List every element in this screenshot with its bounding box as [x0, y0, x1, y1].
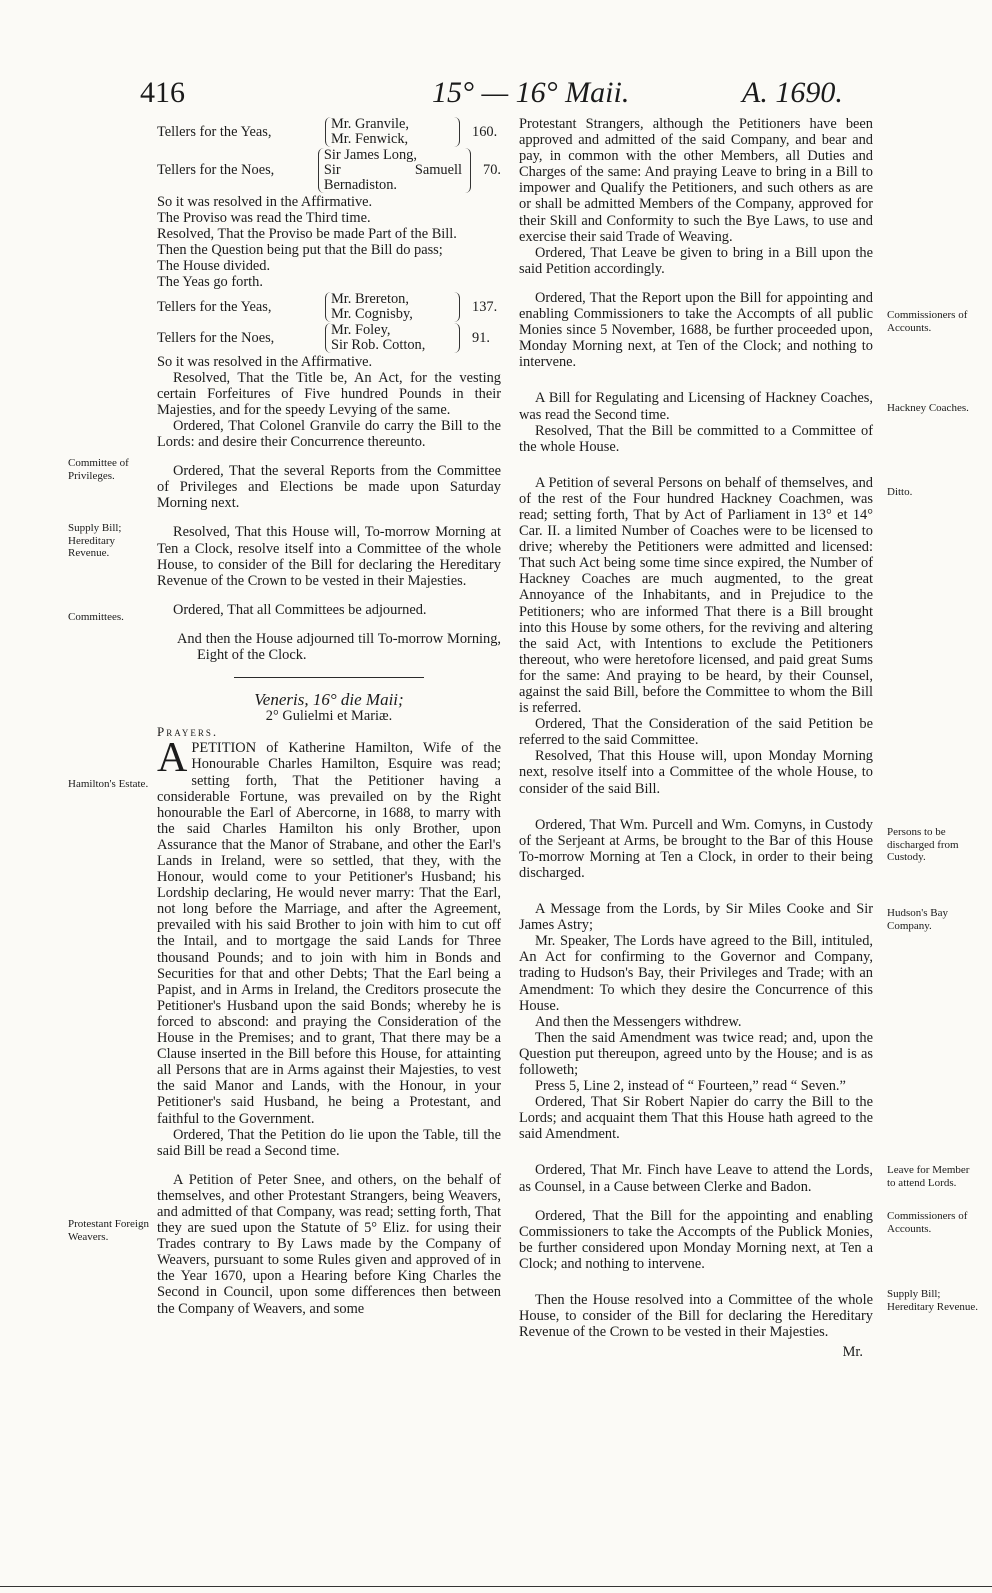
prayers-heading: Prayers. [157, 724, 219, 740]
lords-message: A Message from the Lords, by Sir Miles Cooke and Sir James Astry; [519, 901, 873, 934]
tellers-label: Tellers for the Yeas, [157, 123, 272, 140]
margin-note-hamiltons-estate: Hamilton's Estate. [68, 778, 149, 790]
committees-adjourned: Ordered, That all Committees be adjourned. [173, 601, 427, 618]
section-rule [234, 677, 424, 678]
coachmen-order: Ordered, That the Consideration of the said Petition be referred to the said Committee. [519, 716, 873, 749]
tellers-noes-2 [157, 323, 501, 353]
tellers-yeas-1 [157, 117, 501, 147]
tellers-label: Tellers for the Noes, [157, 329, 275, 346]
page-year: A. 1690. [742, 76, 843, 109]
teller-name: Sir Samuell Bernadiston. [323, 162, 462, 193]
tellers-count: 91. [472, 329, 490, 346]
tellers-names [325, 323, 460, 353]
left-column [157, 116, 501, 1317]
teller-name: Mr. Granvile, [331, 116, 409, 132]
custody-order: Ordered, That Wm. Purcell and Wm. Comyns, in Custody of the Serjeant at Arms, be brought to the Bar of this House To-morrow Morning at Ten a Clock, in order to their being discharged. [519, 816, 873, 881]
napier-order: Ordered, That Sir Robert Napier do carry the Bill to the Lords; and acquaint them That this House hath agreed to the said Amendment. [519, 1094, 873, 1143]
accompts-report: Ordered, That the Report upon the Bill for appointing and enabling Commissioners to take the Accompts of all public Monies since 5 November, 1688, be further proceeded upon, Monday Morning next, at Ten of the Clock; and nothing to intervene. [519, 289, 873, 371]
accompts-order: Ordered, That the Bill for the appointing and enabling Commissioners to take the Accompts of the Publick Monies, be further considered upon Monday Morning next, at Ten a Clock; and nothing to intervene. [519, 1207, 873, 1272]
margin-note-commissioners-accounts-2: Commissioners of Accounts. [887, 1210, 968, 1235]
resolution-text: So it was resolved in the Affirmative. [157, 353, 373, 370]
page-header [0, 76, 992, 116]
coachmen-resolved: Resolved, That this House will, upon Monday Morning next, resolve itself into a Committee of the whole House, to consider of the said Bill. [519, 748, 873, 797]
press-line: Press 5, Line 2, instead of “ Fourteen,” read “ Seven.” [535, 1078, 846, 1095]
margin-note-committee-privileges: Committee of Privileges. [68, 457, 129, 482]
teller-name: Mr. Fenwick, [331, 131, 409, 147]
tellers-names [325, 292, 460, 322]
right-column [519, 116, 873, 1360]
finch-order: Ordered, That Mr. Finch have Leave to attend the Lords, as Counsel, in a Cause between Clerke and Badon. [519, 1162, 873, 1195]
amendment-read: Then the said Amendment was twice read; and, upon the Question put thereupon, agreed unto by the House; and is as followeth; [519, 1029, 873, 1078]
tellers-count: 137. [472, 298, 498, 315]
catchword: Mr. [842, 1344, 863, 1361]
margin-note-hackney-coaches: Hackney Coaches. [887, 402, 969, 414]
day-heading: Veneris, 16° die Maii; [254, 690, 404, 710]
hackney-bill: A Bill for Regulating and Licensing of Hackney Coaches, was read the Second time. [519, 390, 873, 423]
tellers-label: Tellers for the Noes, [157, 162, 275, 179]
supply-committee: Then the House resolved into a Committee of the whole House, to consider of the Bill for declaring the Hereditary Revenue of the Crown to be vested in their Majesties. [519, 1292, 873, 1341]
snee-petition: A Petition of Peter Snee, and others, on the behalf of themselves, and other Protestant Strangers, being Weavers, and admitted of that Company, was read; setting forth, That they are sued upon the Statute of 5° Eliz. for using their Trades contrary to By Laws made by the Company of Weavers, pursuant to some Rules given and approved of in the Year 1670, upon a Hearing before King Charles the Second in Council, upon some differences then between the Company of Weavers, and some [157, 1171, 501, 1317]
proviso-read: The Proviso was read the Third time. [157, 210, 371, 227]
resolution-text: So it was resolved in the Affirmative. [157, 194, 373, 210]
margin-note-ditto: Ditto. [887, 486, 913, 498]
granvile-carry: Ordered, That Colonel Granvile do carry the Bill to the Lords: and desire their Concurrence thereunto. [157, 417, 501, 451]
regnal-year: 2° Gulielmi et Mariæ. [265, 708, 393, 725]
page-bottom-rule [0, 1586, 992, 1587]
tellers-count: 160. [472, 123, 498, 140]
teller-name: Mr. Foley, [331, 321, 391, 338]
hamilton-petition [157, 735, 501, 1127]
title-resolved: Resolved, That the Title be, An Act, for the vesting certain Forfeitures of Five hundred Pounds in their Majesties, and for the speedy Levying of the same. [157, 369, 501, 418]
margin-note-committees: Committees. [68, 611, 124, 623]
messengers-withdrew: And then the Messengers withdrew. [535, 1013, 742, 1030]
hamilton-petition-text: PETITION of Katherine Hamilton, Wife of the Honourable Charles Hamilton, Esquire was read; setting forth, That the Petitioner having a considerable Fortune, was prevailed on by the Right honourable the Earl of Abercorne, in 1688, to marry with the said Charles Hamilton his only Brother, upon Assurance that the Manor of Strabane, and other the Earl's Lands in Ireland, were so settled, that they, with the Honour, would come to your Petitioner's Husband; his Lordship declaring, He would never marry: That the Earl, not long before the Marriage, and after the Agreement, prevailed with his said Brother to join with him to cut off the Intail, and to mortgage the said Lands for Three thousand Pounds; and to join with him in Bonds and Securities for that and other Debts; That the Earl being a Papist, and in Arms in Ireland, the Creditors prosecute the Petitioner's Husband upon the said Bonds; whereby he is forced to abscond: and praying the Consideration of the House in the Premises; and to grant, That there may be a Clause inserted in the Bill before this House, for attainting all Persons that are in Arms against their Majesties, to vest the said Manor and Lands, with the Honour, in your Petitioner's said Husband, he being a Protestant, and faithful to the Government. [157, 740, 501, 1127]
page-number: 416 [140, 76, 185, 109]
drop-cap: A [157, 735, 188, 782]
teller-name: Mr. Cognisby, [331, 305, 413, 322]
margin-note-leave-member: Leave for Member to attend Lords. [887, 1164, 970, 1189]
tellers-names [325, 117, 460, 147]
snee-continued: Protestant Strangers, although the Petitioners have been approved and admitted of the said Company, and bear and pay, in common with the other Members, all Duties and Charges of the same: And praying Leave to bring in a Bill to impower and Qualify the Petitioners, and such others as are or shall be admitted Members of the Company, approved for their Skill and Conformity to such the Bye Laws, to use and exercise their said Trade of Weaving. [519, 116, 873, 245]
tellers-noes-1 [157, 148, 501, 193]
tellers-names [318, 148, 471, 193]
tellers-label: Tellers for the Yeas, [157, 298, 272, 315]
teller-name: Sir James Long, [323, 147, 417, 163]
yeas-go-forth: The Yeas go forth. [157, 274, 263, 291]
question-put: Then the Question being put that the Bill do pass; [157, 242, 443, 259]
snee-leave: Ordered, That Leave be given to bring in a Bill upon the said Petition accordingly. [519, 244, 873, 277]
supply-resolved: Resolved, That this House will, To-morrow Morning at Ten a Clock, resolve itself into a Committee of the whole House, to consider of the Bill for declaring the Hereditary Revenue of the Crown to be vested in their Majesties. [157, 524, 501, 589]
coachmen-petition: A Petition of several Persons on behalf of themselves, and of the rest of the Four hundred Hackney Coachmen, was read; setting forth, That by Act of Parliament in 13° et 14° Car. II. a limited Number of Coaches were to be licensed to drive; whereby the Petitioners were admitted and licensed: That such Act being some time since expired, the Number of Hackney Coaches are much augmented, to the great Annoyance of the Inhabitants, and in Prejudice to the Petitioners; who are informed That there is a Bill brought into this House by some others, for the reviving and altering the said Act, with Intentions to exclude the Petitioners thereout, who were heretofore licensed, and paid great Sums for the same: And praying to be heard, by their Counsel, against the said Bill, before the Committee to whom the Bill is referred. [519, 474, 873, 717]
hamilton-order: Ordered, That the Petition do lie upon the Table, till the said Bill be read a Second time. [157, 1126, 501, 1159]
teller-name: Mr. Brereton, [331, 290, 409, 307]
margin-note-hudsons-bay: Hudson's Bay Company. [887, 907, 948, 932]
page-date: 15° — 16° Maii. [432, 76, 630, 109]
proviso-resolved: Resolved, That the Proviso be made Part of the Bill. [157, 226, 457, 243]
margin-note-supply-bill: Supply Bill; Hereditary Revenue. [68, 522, 122, 559]
margin-note-commissioners-accounts: Commissioners of Accounts. [887, 309, 968, 334]
house-divided: The House divided. [157, 258, 271, 275]
margin-note-supply-bill-2: Supply Bill; Hereditary Revenue. [887, 1288, 979, 1313]
hackney-committed: Resolved, That the Bill be committed to a Committee of the whole House. [519, 422, 873, 455]
privileges-order: Ordered, That the several Reports from the Committee of Privileges and Elections be made upon Saturday Morning next. [157, 463, 501, 512]
teller-name: Sir Rob. Cotton, [331, 336, 426, 353]
house-adjourned: And then the House adjourned till To-morrow Morning, Eight of the Clock. [177, 630, 501, 663]
margin-note-protestant-weavers: Protestant Foreign Weavers. [68, 1218, 149, 1243]
tellers-count: 70. [483, 162, 501, 179]
tellers-yeas-2 [157, 292, 501, 322]
speaker-message: Mr. Speaker, The Lords have agreed to the Bill, intituled, An Act for confirming to the Governor and Company, trading to Hudson's Bay, their Privileges and Trade; with an Amendment: To which they desire the Concurrence of this House. [519, 933, 873, 1014]
margin-note-persons-discharged: Persons to be discharged from Custody. [887, 826, 959, 863]
